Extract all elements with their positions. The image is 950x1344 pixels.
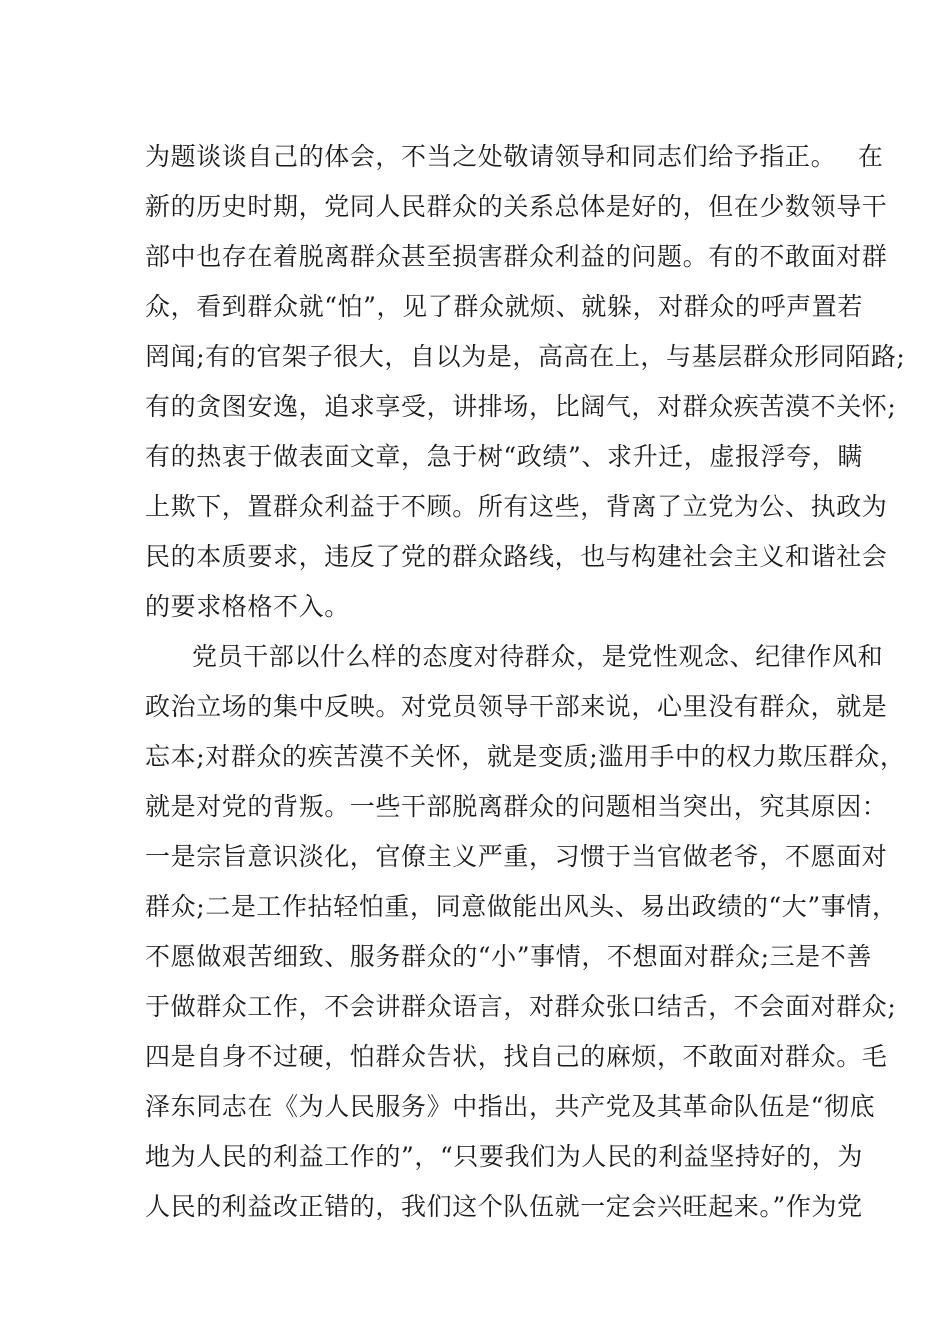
text-line: 有的热衷于做表面文章，急于树“政绩”、求升迁，虚报浮夸，瞒	[145, 442, 863, 471]
text-line: 忘本;对群众的疾苦漠不关怀，就是变质;滥用手中的权力欺压群众，	[145, 742, 906, 771]
text-line: 地为人民的利益工作的”，“只要我们为人民的利益坚持好的，为	[145, 1142, 863, 1171]
text-line: 众，看到群众就“怕”，见了群众就烦、就躲，对群众的呼声置若	[145, 292, 863, 321]
text-line: 罔闻;有的官架子很大，自以为是，高高在上，与基层群众形同陌路;	[145, 342, 906, 371]
text-line: 群众;二是工作拈轻怕重，同意做能出风头、易出政绩的“大”事情，	[145, 892, 898, 921]
text-line: 泽东同志在《为人民服务》中指出，共产党及其革命队伍是“彻底	[145, 1092, 876, 1121]
text-line: 新的历史时期，党同人民群众的关系总体是好的，但在少数领导干	[145, 192, 888, 221]
text-line: 不愿做艰苦细致、服务群众的“小”事情，不想面对群众;三是不善	[145, 942, 872, 971]
text-line: 四是自身不过硬，怕群众告状，找自己的麻烦，不敢面对群众。毛	[145, 1042, 888, 1071]
body-text	[145, 132, 906, 1232]
paragraph-first-line: 党员干部以什么样的态度对待群众，是党性观念、纪律作风和	[192, 642, 884, 671]
text-line: 的要求格格不入。	[145, 592, 350, 621]
text-line: 于做群众工作，不会讲群众语言，对群众张口结舌，不会面对群众;	[145, 992, 897, 1021]
text-line: 政治立场的集中反映。对党员领导干部来说，心里没有群众，就是	[145, 692, 888, 721]
text-line: 上欺下，置群众利益于不顾。所有这些，背离了立党为公、执政为	[145, 492, 888, 521]
text-line: 一是宗旨意识淡化，官僚主义严重，习惯于当官做老爷，不愿面对	[145, 842, 888, 871]
text-line: 为题谈谈自己的体会，不当之处敬请领导和同志们给予指正。 在	[145, 142, 884, 171]
text-line: 就是对党的背叛。一些干部脱离群众的问题相当突出，究其原因：	[145, 792, 888, 821]
text-line: 人民的利益改正错的，我们这个队伍就一定会兴旺起来。”作为党	[145, 1192, 863, 1221]
text-line: 有的贪图安逸，追求享受，讲排场，比阔气，对群众疾苦漠不关怀;	[145, 392, 897, 421]
text-line: 民的本质要求，违反了党的群众路线，也与构建社会主义和谐社会	[145, 542, 888, 571]
text-line: 部中也存在着脱离群众甚至损害群众利益的问题。有的不敢面对群	[145, 242, 888, 271]
